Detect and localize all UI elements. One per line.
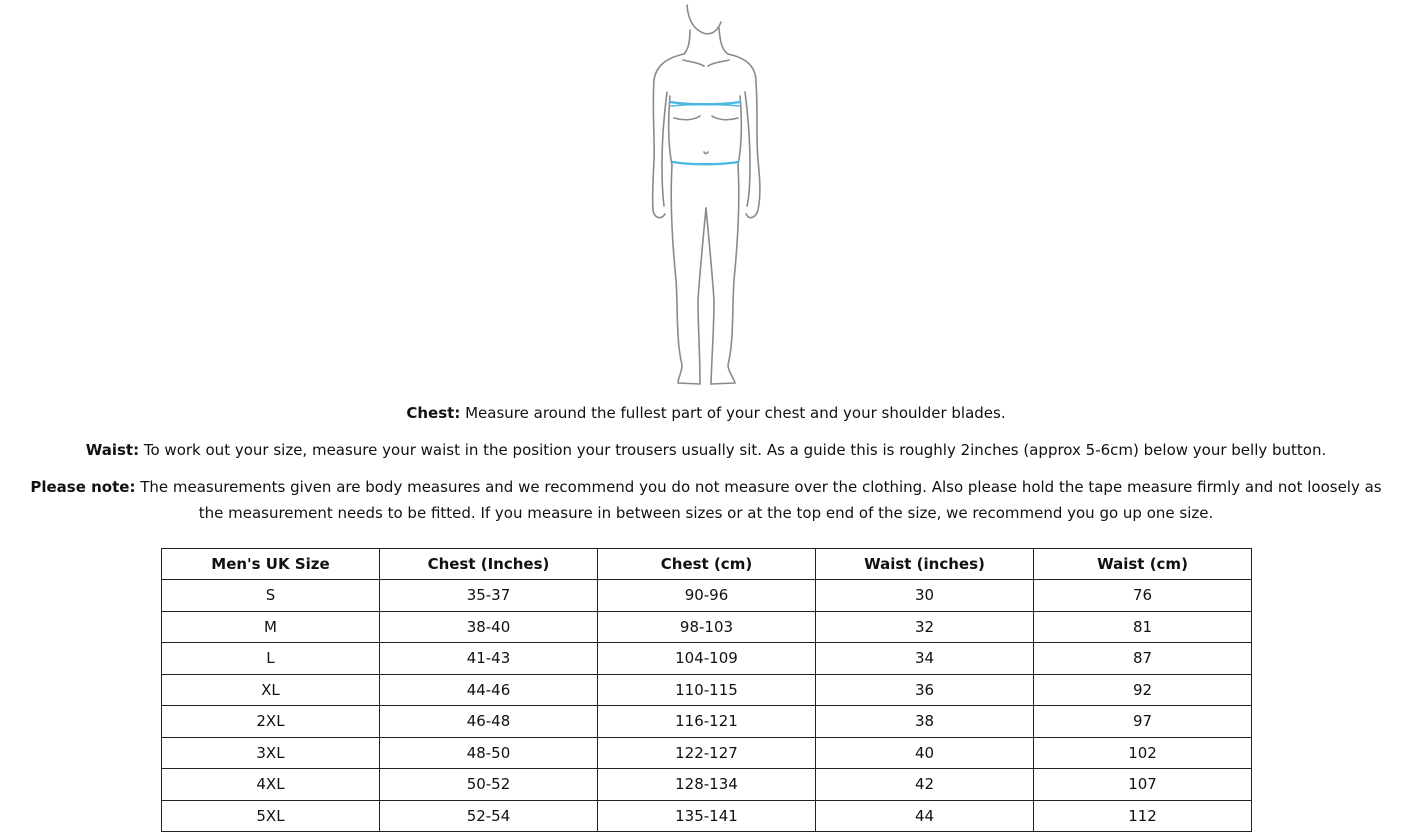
table-cell: 48-50 [379,737,597,769]
table-row [162,737,1252,769]
table-cell: 38-40 [379,611,597,643]
table-cell: 32 [815,611,1033,643]
waist-note-label: Waist: [85,441,140,459]
table-cell: 4XL [162,769,380,801]
table-cell: 42 [815,769,1033,801]
table-cell: 76 [1034,580,1252,612]
please-note [20,474,1392,526]
table-cell: 81 [1034,611,1252,643]
measuring-tape-icon [640,0,772,392]
table-row [162,643,1252,675]
column-header: Waist (inches) [815,549,1033,580]
table-cell: 35-37 [379,580,597,612]
table-cell: 52-54 [379,800,597,832]
table-row [162,769,1252,801]
body-measurement-figure [640,0,772,392]
table-cell: 44-46 [379,674,597,706]
table-cell: 41-43 [379,643,597,675]
table-cell: 102 [1034,737,1252,769]
column-header: Men's UK Size [162,549,380,580]
table-cell: 44 [815,800,1033,832]
table-cell: M [162,611,380,643]
table-row [162,611,1252,643]
waist-note [0,437,1412,463]
table-cell: 90-96 [598,580,816,612]
table-cell: 40 [815,737,1033,769]
table-cell: 3XL [162,737,380,769]
table-row [162,580,1252,612]
table-cell: 97 [1034,706,1252,738]
table-cell: 30 [815,580,1033,612]
table-cell: 98-103 [598,611,816,643]
table-cell: L [162,643,380,675]
table-header-row [162,549,1252,580]
column-header: Waist (cm) [1034,549,1252,580]
table-row [162,674,1252,706]
table-cell: 38 [815,706,1033,738]
column-header: Chest (cm) [598,549,816,580]
table-row [162,706,1252,738]
table-cell: 128-134 [598,769,816,801]
table-cell: 116-121 [598,706,816,738]
column-header: Chest (Inches) [379,549,597,580]
table-cell: 2XL [162,706,380,738]
please-note-text: The measurements given are body measures and we recommend you do not measure over the clothing. Also please hold the tape measure firmly and not loosely as the measurement needs to be fitted. If you measure in between sizes or at the top end of the size, we recommend you go up one size. [135,478,1382,522]
table-cell: S [162,580,380,612]
table-cell: 46-48 [379,706,597,738]
table-cell: 122-127 [598,737,816,769]
table-cell: 87 [1034,643,1252,675]
table-cell: 36 [815,674,1033,706]
table-cell: 50-52 [379,769,597,801]
table-cell: 110-115 [598,674,816,706]
please-note-label: Please note: [30,478,136,496]
table-cell: 5XL [162,800,380,832]
table-cell: 135-141 [598,800,816,832]
table-cell: 107 [1034,769,1252,801]
table-cell: 92 [1034,674,1252,706]
table-cell: XL [162,674,380,706]
table-cell: 34 [815,643,1033,675]
chest-note-text: Measure around the fullest part of your chest and your shoulder blades. [460,404,1006,422]
chest-note [0,400,1412,426]
size-chart-table [161,548,1252,832]
table-cell: 112 [1034,800,1252,832]
chest-note-label: Chest: [406,404,461,422]
table-row [162,800,1252,832]
waist-note-text: To work out your size, measure your waist in the position your trousers usually sit. As a guide this is roughly 2inches (approx 5-6cm) below your belly button. [139,441,1327,459]
table-cell: 104-109 [598,643,816,675]
